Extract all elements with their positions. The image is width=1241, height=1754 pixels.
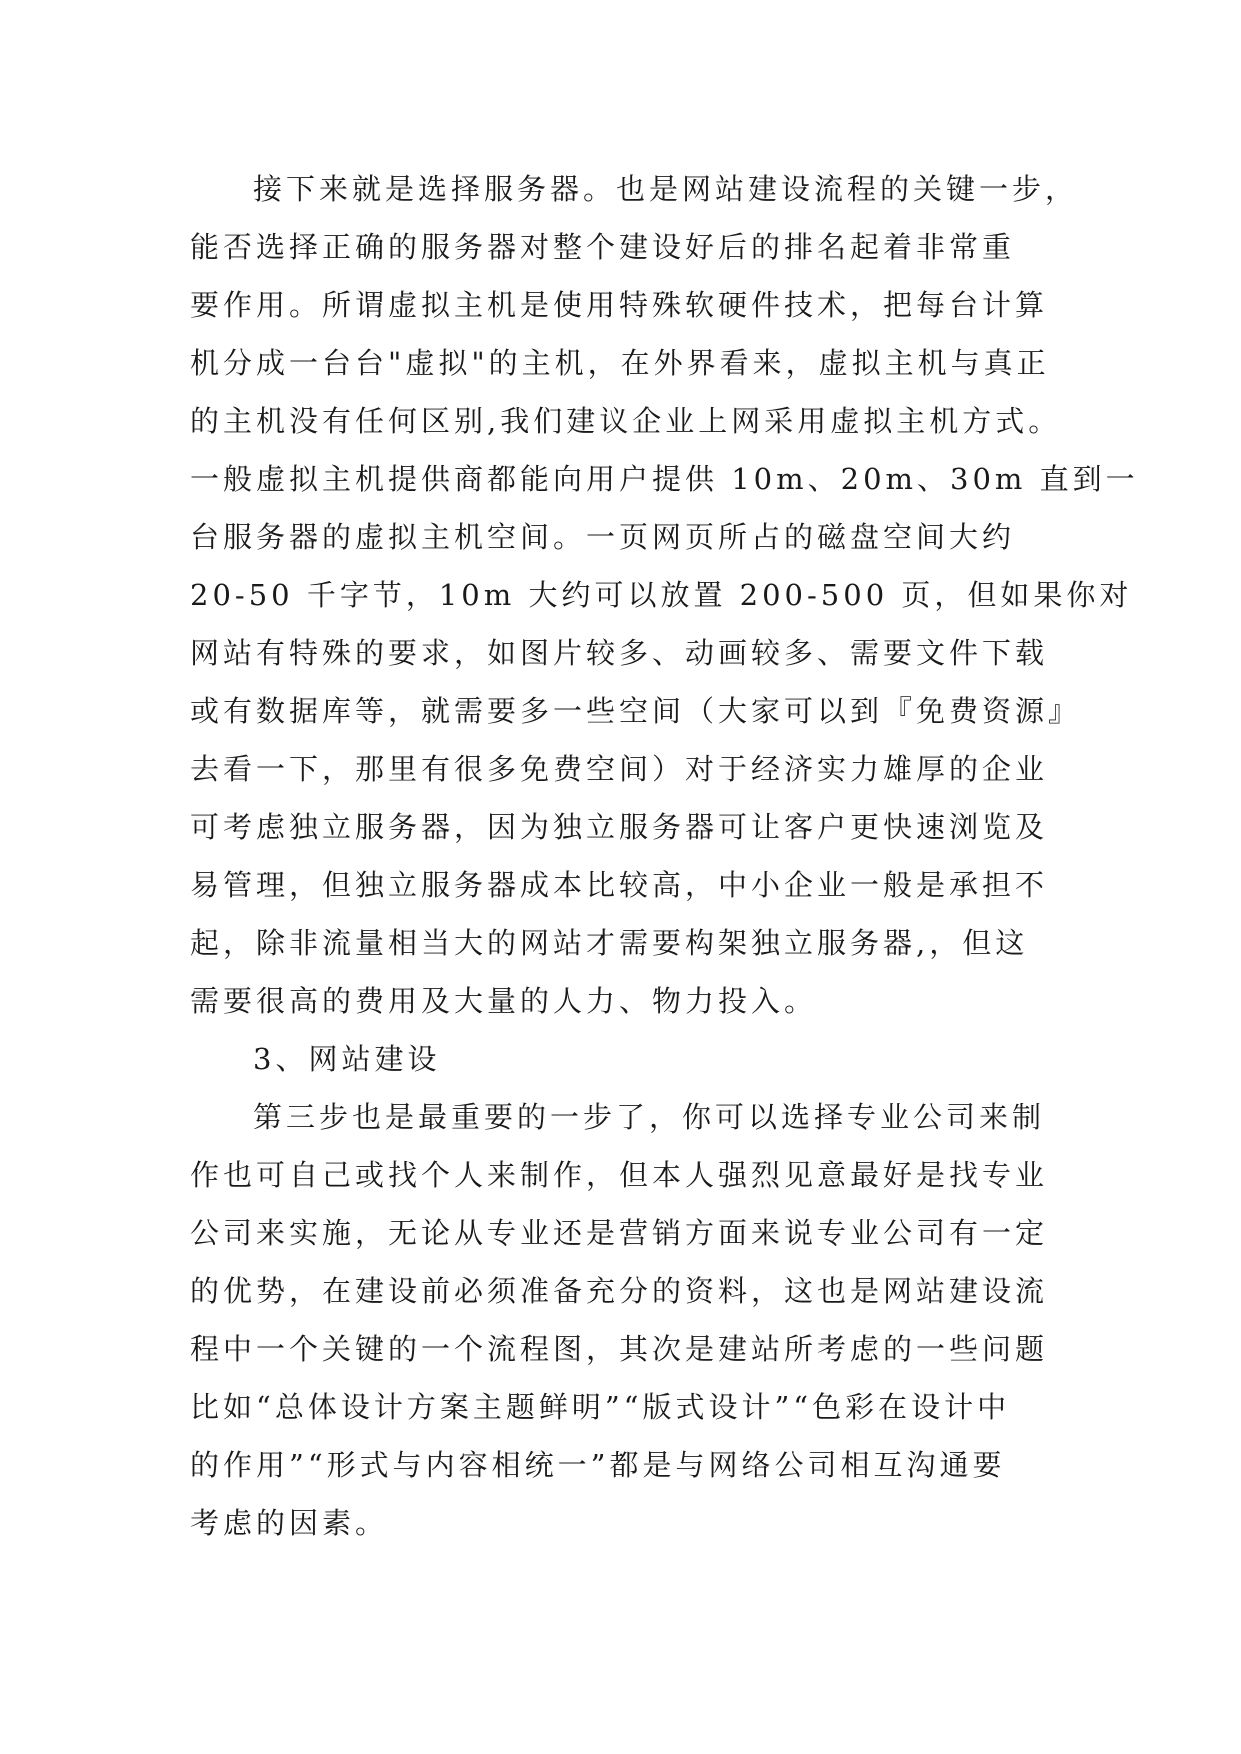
text-line-13: 易管理，但独立服务器成本比较高，中小企业一般是承担不 — [190, 868, 1049, 902]
text-line-11: 去看一下，那里有很多免费空间）对于经济实力雄厚的企业 — [190, 752, 1049, 786]
text-line-5: 的主机没有任何区别,我们建议企业上网采用虚拟主机方式。 — [190, 404, 1062, 438]
text-line-10: 或有数据库等，就需要多一些空间（大家可以到『免费资源』 — [190, 694, 1082, 728]
text-line-4: 机分成一台台"虚拟"的主机，在外界看来，虚拟主机与真正 — [190, 346, 1050, 380]
text-line-12: 可考虑独立服务器，因为独立服务器可让客户更快速浏览及 — [190, 810, 1049, 844]
text-line-18: 作也可自己或找个人来制作，但本人强烈见意最好是找专业 — [190, 1158, 1049, 1192]
text-line-8: 20-50 千字节，10m 大约可以放置 200-500 页，但如果你对 — [190, 578, 1133, 612]
text-line-24: 考虑的因素。 — [190, 1506, 389, 1540]
text-line-7: 台服务器的虚拟主机空间。一页网页所占的磁盘空间大约 — [190, 520, 1016, 554]
body-text — [190, 160, 1139, 1552]
text-line-22: 比如“总体设计方案主题鲜明”“版式设计”“色彩在设计中 — [190, 1390, 1011, 1424]
text-line-6: 一般虚拟主机提供商都能向用户提供 10m、20m、30m 直到一 — [190, 462, 1139, 496]
text-line-23: 的作用”“形式与内容相统一”都是与网络公司相互沟通要 — [190, 1448, 1006, 1482]
text-line-20: 的优势，在建设前必须准备充分的资料，这也是网站建设流 — [190, 1274, 1049, 1308]
text-line-21: 程中一个关键的一个流程图，其次是建站所考虑的一些问题 — [190, 1332, 1049, 1366]
text-line-9: 网站有特殊的要求，如图片较多、动画较多、需要文件下载 — [190, 636, 1049, 670]
text-line-14: 起，除非流量相当大的网站才需要构架独立服务器,，但这 — [190, 926, 1029, 960]
text-line-3: 要作用。所谓虚拟主机是使用特殊软硬件技术，把每台计算 — [190, 288, 1049, 322]
text-line-1: 接下来就是选择服务器。也是网站建设流程的关键一步， — [253, 172, 1079, 206]
text-line-19: 公司来实施，无论从专业还是营销方面来说专业公司有一定 — [190, 1216, 1049, 1250]
text-line-15: 需要很高的费用及大量的人力、物力投入。 — [190, 984, 818, 1018]
text-line-2: 能否选择正确的服务器对整个建设好后的排名起着非常重 — [190, 230, 1016, 264]
section-heading: 3、网站建设 — [253, 1042, 441, 1076]
text-line-17: 第三步也是最重要的一步了，你可以选择专业公司来制 — [253, 1100, 1046, 1134]
